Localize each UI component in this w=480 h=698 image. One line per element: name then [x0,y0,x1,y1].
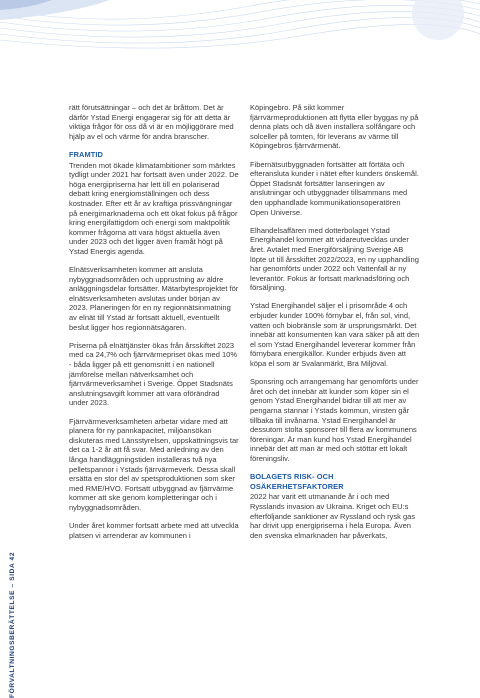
paragraph: Elhandelsaffären med dotterbolaget Ystad Energihandel kommer att vidareutvecklas under året. Avtalet med Energiförsäljning Sverige AB löpte ut till årsskiftet 2022/2023, en ny upphandling har genomförts under 2022 och Vattenfall är ny leverantör. Fokus är fortsatt marknadsföring och försäljning. [250,225,419,293]
paragraph: Fjärrvärmeverksamheten arbetar vidare med att planera för ny pannkapacitet, miljöansökan diskuteras med Länsstyrelsen, uppskattningsvis tar det ca 1-2 år att få svar. Med anledning av den långa handläggningstiden installeras två nya pelletspannor i Ystads fjärrvärmeverk. Dessa skall ersätta en stor del av spetsproduktionen som sker med RME/HVO. Fortsatt utbyggnad av fjärrvärme kommer att ske genom kompletteringar och i nybyggnadsområden. [69,416,239,512]
section-heading-risk: BOLAGETS RISK- OCH OSÄKERHETSFAKTORER [250,472,344,491]
paragraph: Under året kommer fortsatt arbete med att utveckla platsen vi arrenderar av kommunen i [69,521,239,540]
section-page-label: FÖRVALTNINGSBERÄTTELSE – SIDA 42 [9,551,16,698]
paragraph: Elnätsverksamheten kommer att ansluta nybyggnadsområden och upprustning av äldre anläggningsdelar fortsätter. Mätarbytesprojektet för elnätsverksamheten avslutas under början av 2023. Planeringen för en ny regionnätsinmatning av elnät till Ystad är fortsatt aktuell, eventuellt beslut ligger hos regionnätsägaren. [69,265,239,332]
paragraph: Priserna på elnättjänster ökas från årsskiftet 2023 med ca 24,7% och fjärrvärmepriset ökas med 10% - båda ligger på ett genomsnitt i en nationell jämförelse mellan nätverksamhet och fjärrvärmeverksamhet i Sverige. Öppet Stadsnäts anslutningsavgift kommer att vara oförändrad under 2023. [69,340,237,408]
paragraph: rätt förutsättningar – och det är bråttom. Det är därför Ystad Energi engagerar sig för att detta är viktiga frågor för oss då vi är en möjliggörare med hjälp av el och värme för andra branscher. [69,103,234,141]
paragraph: Trenden mot ökade klimatambitioner som märktes tydligt under 2021 har fortsatt även under 2022. De höga energipriserna har lett till en polariserad debatt kring energiomställningen och dess kostnader. Efter ett år av kraftiga prissvängningar på energimarknaderna och ett ökat fokus på frågor kring energifattigdom och energi som maktpolitik kommer frågorna att vara högst aktuella även under 2023 och det ligger även framåt högt på Ystad Energis agenda. [69,160,239,256]
section-heading-framtid: FRAMTID [69,149,103,159]
left-text-column [69,103,239,549]
paragraph: Fibernätsutbyggnaden fortsätter att förtäta och efteransluta kunder i nätet efter kunders önskemål. Öppet Stadsnät fortsätter lanseringen av anslutningar och utbyggnader tillsammans med den upphandlade kommunikationsoperatören Open Universe. [250,159,419,217]
paragraph: Ystad Energihandel säljer el i prisområde 4 och erbjuder kunder 100% förnybar el, från sol, vind, vatten och biobränsle som är ursprungsmärkt. Det innebär att konsumenten kan vara säker på att den el som Ystad Energihandel levererar kommer från förnybara energikällor. Kunder erbjuds även att köpa el som är Svalanmärkt, Bra Miljöval. [250,301,420,369]
paragraph: 2022 har varit ett utmanande år i och med Rysslands invasion av Ukraina. Kriget och EU:s efterföljande sanktioner av Ryssland och rysk gas har drivit upp energipriserna i hela Europa. Även den svenska elmarknaden har påverkats, [250,492,416,540]
right-text-column [250,103,420,549]
decorative-corner-art [0,0,480,62]
paragraph: Köpingebro. På sikt kommer fjärrvärmeproduktionen att flytta eller byggas ny på denna plats och då även installera solfångare och solceller på tomten, för leverans av värme till Köpingebros fjärrvärmenät. [250,103,419,151]
paragraph: Sponsring och arrangemang har genomförts under året och det innebär att kunder som köper sin el genom Ystad Energihandel bidrar till att mer av pengarna stannar i Ystads kommun, vinsten går tillbaka till invånarna. Ystad Energihandel är dessutom stolta sponsorer till flera av kommunens föreningar. Är man kund hos Ystad Energihandel innebär det att man är med och stöttar ett lokalt föreningsliv. [250,377,419,463]
